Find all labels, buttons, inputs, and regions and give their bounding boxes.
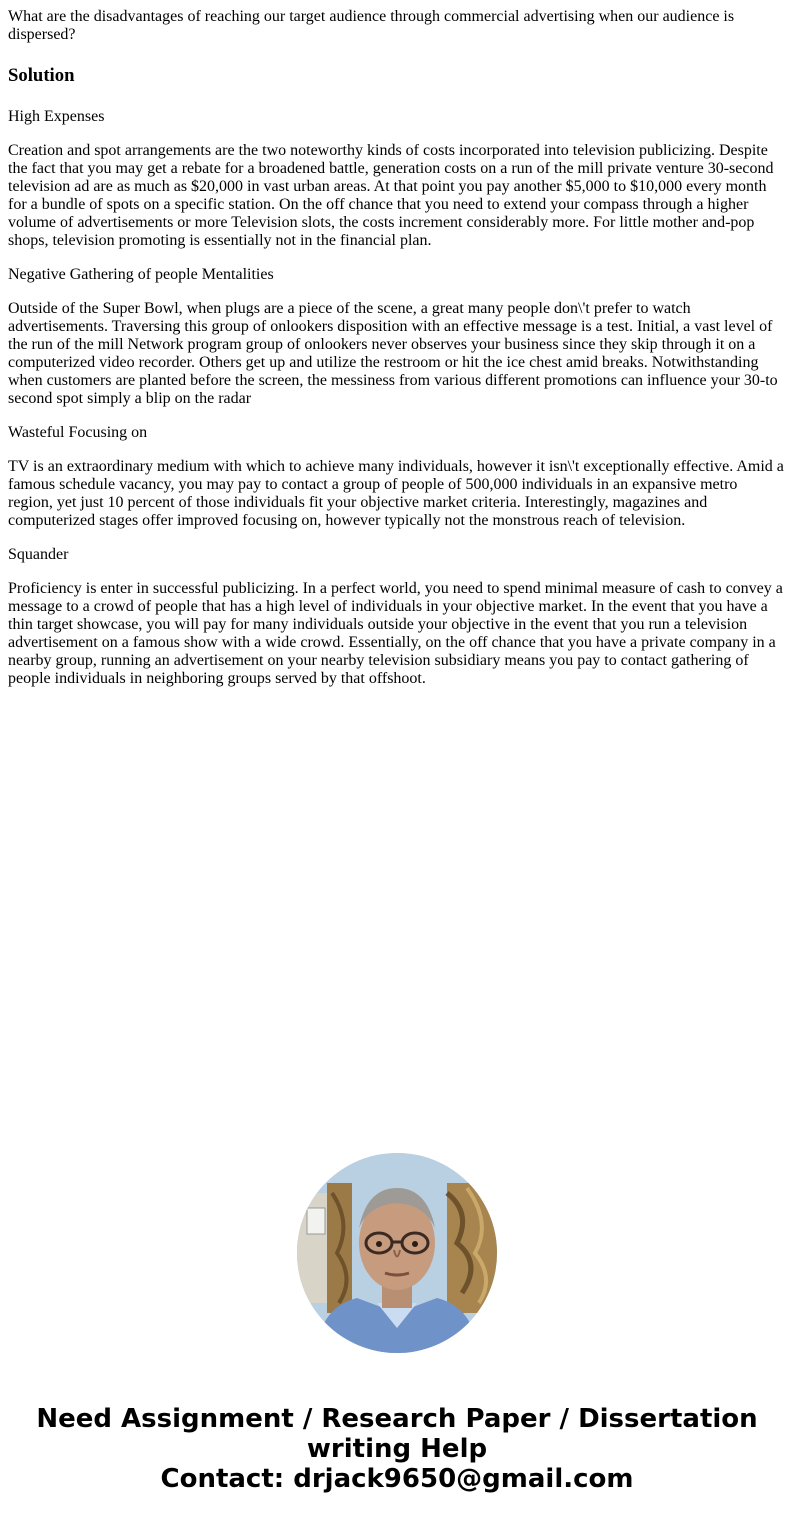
cta-line-2: Contact: drjack9650@gmail.com (160, 1464, 634, 1494)
article (8, 8, 786, 704)
section-high-expenses (8, 108, 786, 250)
solution-heading: Solution (8, 65, 75, 86)
section-body: Creation and spot arrangements are the two noteworthy kinds of costs incorporated into television publicizing. Despite the fact that you may get a rebate for a broadened battle, generation costs on a run of the mill private venture 30-second television ad are as much as $20,000 in vast urban areas. At that point you pay another $5,000 to $10,000 every month for a bundle of spots on a specific station. On the off chance that you need to extend your compass through a higher volume of advertisements or more Television slots, the costs increment considerably more. For little mother and-pop shops, television promoting is essentially not in the financial plan. (8, 142, 774, 249)
section-wasteful-focusing (8, 424, 786, 530)
section-heading: Squander (8, 546, 69, 563)
question-text: What are the disadvantages of reaching our target audience through commercial advertising when our audience is dispersed? (8, 8, 735, 43)
section-body: Proficiency is enter in successful publicizing. In a perfect world, you need to spend minimal measure of cash to convey a message to a crowd of people that has a high level of individuals in your objective market. In the event that you have a thin target showcase, you will pay for many individuals outside your objective in the event that you run a television advertisement on a famous show with a wide crowd. Essentially, on the off chance that you have a private company in a nearby group, running an advertisement on your nearby television subsidiary means you pay to contact gathering of people individuals in neighboring groups served by that offshoot. (8, 580, 783, 687)
author-portrait-icon (297, 1153, 497, 1353)
section-heading: High Expenses (8, 108, 105, 125)
author-avatar (297, 1153, 497, 1353)
section-heading: Wasteful Focusing on (8, 424, 148, 441)
cta-line-1: Need Assignment / Research Paper / Dissertation writing Help (36, 1404, 758, 1464)
section-negative-mentalities (8, 266, 786, 408)
section-body: Outside of the Super Bowl, when plugs are a piece of the scene, a great many people don\'t prefer to watch advertisements. Traversing this group of onlookers disposition with an effective message is a test. Initial, a vast level of the run of the mill Network program group of onlookers never observes your business since they skip through it on a computerized video recorder. Others get up and utilize the restroom or hit the ice chest amid breaks. Notwithstanding when customers are planted before the screen, the messiness from various different promotions can influence your 30-to second spot simply a blip on the radar (8, 300, 778, 407)
section-squander (8, 546, 786, 688)
section-heading: Negative Gathering of people Mentalities (8, 266, 274, 283)
contact-banner (0, 1404, 794, 1494)
section-body: TV is an extraordinary medium with which to achieve many individuals, however it isn\'t exceptionally effective. Amid a famous schedule vacancy, you may pay to contact a group of people of 500,000 individuals in an expansive metro region, yet just 10 percent of those individuals fit your objective market criteria. Interestingly, magazines and computerized stages offer improved focusing on, however typically not the monstrous reach of television. (8, 458, 784, 529)
